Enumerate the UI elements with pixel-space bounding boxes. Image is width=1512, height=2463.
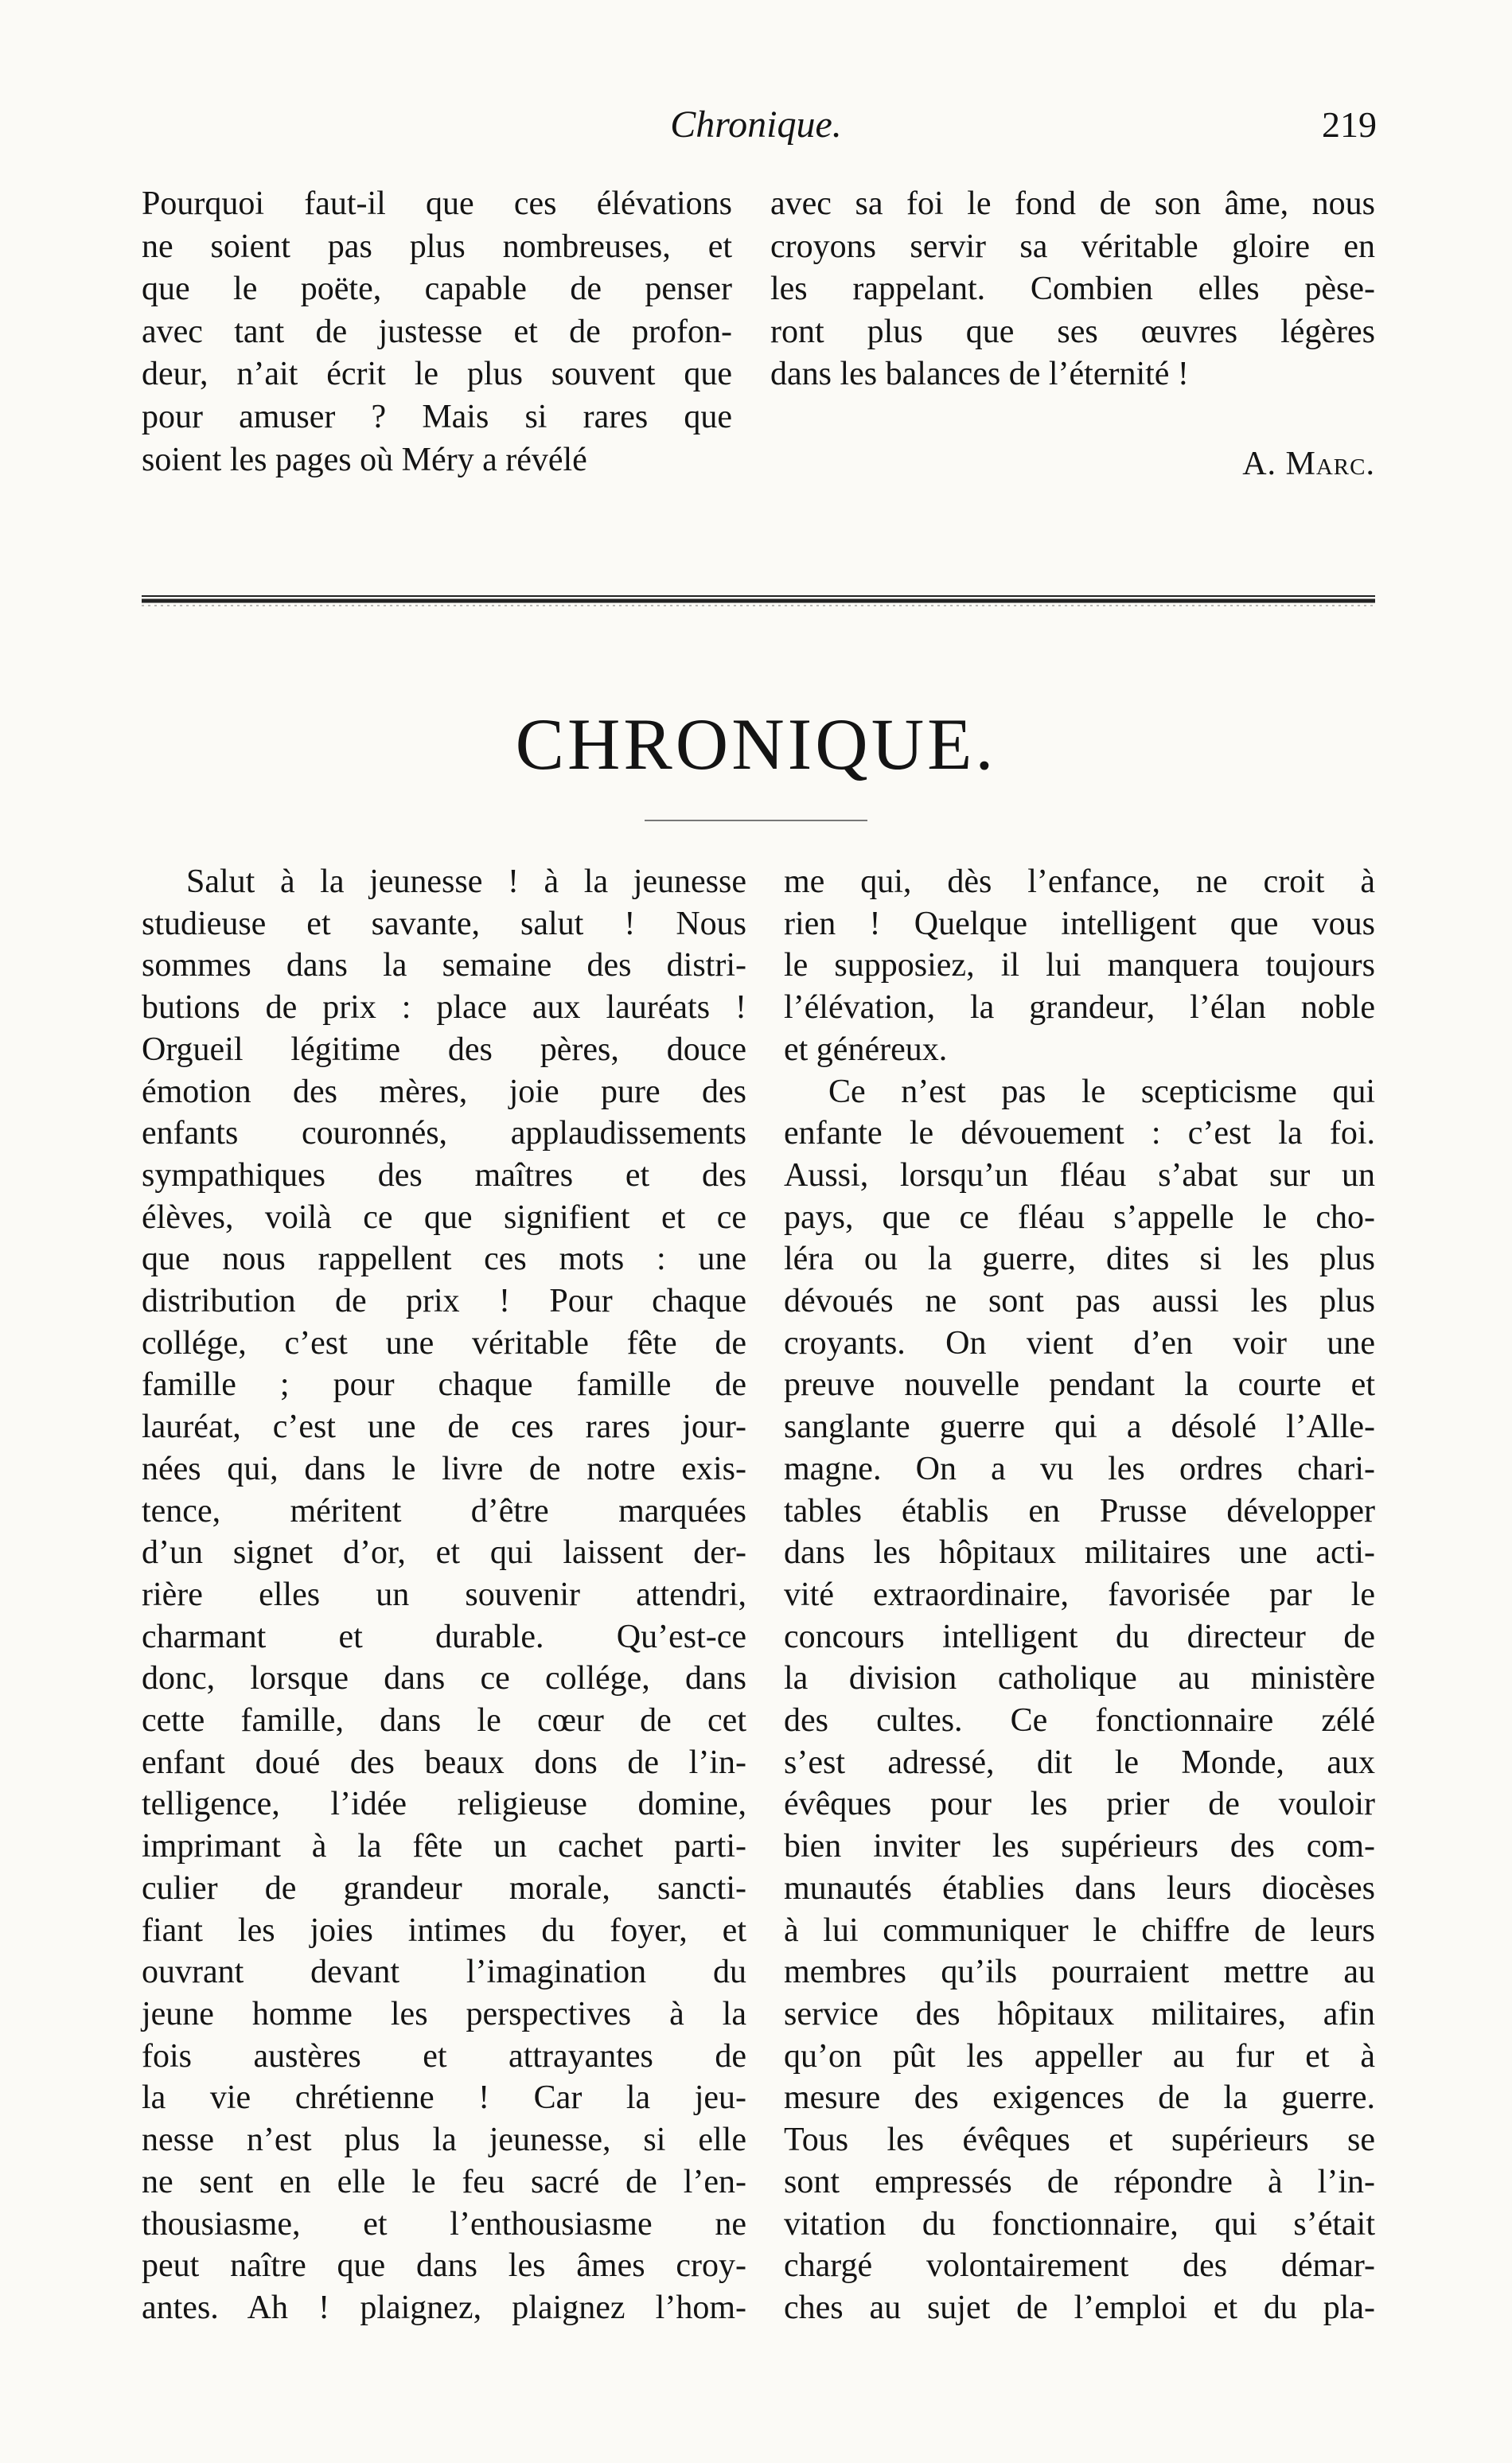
text-line: charmant et durable. Qu’est-ce (142, 1618, 746, 1655)
text-line: élèves, voilà ce que signifient et ce (142, 1198, 746, 1236)
text-line: pour amuser ? Mais si rares que (142, 398, 732, 435)
text-line: culier de grandeur morale, sancti- (142, 1869, 746, 1907)
text-line: jeune homme les perspectives à la (142, 1995, 746, 2032)
text-line: enfants couronnés, applaudissements (142, 1115, 746, 1152)
text-line: avec tant de justesse et de profon- (142, 313, 732, 350)
text-line: munautés établies dans leurs diocèses (784, 1869, 1375, 1907)
text-line: donc, lorsque dans ce collége, dans (142, 1660, 746, 1697)
text-line: Orgueil légitime des pères, douce (142, 1031, 746, 1068)
text-line: Salut à la jeunesse ! à la jeunesse (186, 863, 746, 900)
text-line: sympathiques des maîtres et des (142, 1156, 746, 1194)
text-line: famille ; pour chaque famille de (142, 1366, 746, 1404)
text-line: enfant doué des beaux dons de l’in- (142, 1744, 746, 1781)
text-line: la vie chrétienne ! Car la jeu- (142, 2079, 746, 2117)
text-line: fiant les joies intimes du foyer, et (142, 1912, 746, 1949)
text-line: butions de prix : place aux lauréats ! (142, 989, 746, 1027)
text-line: lauréat, c’est une de ces rares jour- (142, 1409, 746, 1446)
text-line: distribution de prix ! Pour chaque (142, 1283, 746, 1320)
section-title: CHRONIQUE. (515, 703, 997, 785)
text-line: ne soient pas plus nombreuses, et (142, 228, 732, 265)
chronique-left-column (142, 861, 746, 2329)
text-line: thousiasme, et l’enthousiasme ne (142, 2205, 746, 2243)
text-line: Pourquoi faut-il que ces élévations (142, 185, 732, 222)
text-line: le supposiez, il lui manquera toujours (784, 947, 1375, 984)
text-line: peut naître que dans les âmes croy- (142, 2247, 746, 2285)
text-line: ne sent en elle le feu sacré de l’en- (142, 2163, 746, 2200)
text-line: bien inviter les supérieurs des com- (784, 1828, 1375, 1865)
text-line: des cultes. Ce fonctionnaire zélé (784, 1702, 1375, 1740)
page-number: 219 (1322, 104, 1377, 145)
text-line: vité extraordinaire, favorisée par le (784, 1576, 1375, 1613)
text-line: Tous les évêques et supérieurs se (784, 2122, 1375, 2159)
text-line: preuve nouvelle pendant la courte et (784, 1366, 1375, 1404)
text-line: imprimant à la fête un cachet parti- (142, 1828, 746, 1865)
text-line: à lui communiquer le chiffre de leurs (784, 1912, 1375, 1949)
text-line: vitation du fonctionnaire, qui s’était (784, 2205, 1375, 2243)
text-line: évêques pour les prier de vouloir (784, 1786, 1375, 1823)
text-line: s’est adressé, dit le Monde, aux (784, 1744, 1375, 1781)
text-line: croyants. On vient d’en voir une (784, 1324, 1375, 1362)
text-line: sont empressés de répondre à l’in- (784, 2163, 1375, 2200)
text-line: émotion des mères, joie pure des (142, 1073, 746, 1110)
text-line: sanglante guerre qui a désolé l’Alle- (784, 1409, 1375, 1446)
ornamental-rule (142, 593, 1375, 607)
text-line: les rappelant. Combien elles pèse- (770, 271, 1375, 308)
text-line: que nous rappellent ces mots : une (142, 1241, 746, 1278)
text-line: nesse n’est plus la jeunesse, si elle (142, 2122, 746, 2159)
top-right-column (770, 183, 1375, 396)
text-line: ches au sujet de l’emploi et du pla- (784, 2289, 1375, 2326)
text-line: sommes dans la semaine des distri- (142, 947, 746, 984)
text-line: chargé volontairement des démar- (784, 2247, 1375, 2285)
text-line: croyons servir sa véritable gloire en (770, 228, 1375, 265)
text-line: dans les balances de l’éternité ! (770, 356, 1189, 393)
text-line: collége, c’est une véritable fête de (142, 1324, 746, 1362)
text-line: d’un signet d’or, et qui laissent der- (142, 1534, 746, 1572)
text-line: service des hôpitaux militaires, afin (784, 1995, 1375, 2032)
chronique-right-column (784, 861, 1375, 2329)
text-line: ront plus que ses œuvres légères (770, 313, 1375, 350)
text-line: enfante le dévouement : c’est la foi. (784, 1115, 1375, 1152)
text-line: dans les hôpitaux militaires une acti- (784, 1534, 1375, 1572)
text-line: antes. Ah ! plaignez, plaignez l’hom- (142, 2289, 746, 2326)
text-line: rien ! Quelque intelligent que vous (784, 905, 1375, 942)
running-head-title: Chronique. (670, 103, 842, 146)
text-line: dévoués ne sont pas aussi les plus (784, 1283, 1375, 1320)
text-line: la division catholique au ministère (784, 1660, 1375, 1697)
text-line: l’élévation, la grandeur, l’élan noble (784, 989, 1375, 1027)
running-head (135, 97, 1377, 153)
text-line: studieuse et savante, salut ! Nous (142, 905, 746, 942)
text-line: fois austères et attrayantes de (142, 2037, 746, 2075)
text-line: avec sa foi le fond de son âme, nous (770, 185, 1375, 222)
text-line: telligence, l’idée religieuse domine, (142, 1786, 746, 1823)
text-line: cette famille, dans le cœur de cet (142, 1702, 746, 1740)
text-line: Ce n’est pas le scepticisme qui (828, 1073, 1375, 1110)
text-line: pays, que ce fléau s’appelle le cho- (784, 1198, 1375, 1236)
text-line: qu’on pût les appeller au fur et à (784, 2037, 1375, 2075)
top-left-column (142, 183, 732, 481)
text-line: mesure des exigences de la guerre. (784, 2079, 1375, 2117)
text-line: soient les pages où Méry a révélé (142, 441, 587, 478)
text-line: léra ou la guerre, dites si les plus (784, 1241, 1375, 1278)
title-divider (645, 820, 867, 821)
text-line: magne. On a vu les ordres chari- (784, 1450, 1375, 1487)
text-line: Aussi, lorsqu’un fléau s’abat sur un (784, 1156, 1375, 1194)
text-line: me qui, dès l’enfance, ne croit à (784, 863, 1375, 900)
text-line: que le poëte, capable de penser (142, 271, 732, 308)
text-line: et généreux. (784, 1031, 948, 1068)
author-signature: A. Marc. (1242, 446, 1375, 482)
text-line: ouvrant devant l’imagination du (142, 1954, 746, 1991)
text-line: rière elles un souvenir attendri, (142, 1576, 746, 1613)
text-line: concours intelligent du directeur de (784, 1618, 1375, 1655)
text-line: tables établis en Prusse développer (784, 1492, 1375, 1530)
text-line: membres qu’ils pourraient mettre au (784, 1954, 1375, 1991)
text-line: deur, n’ait écrit le plus souvent que (142, 356, 732, 393)
text-line: tence, méritent d’être marquées (142, 1492, 746, 1530)
text-line: nées qui, dans le livre de notre exis- (142, 1450, 746, 1487)
